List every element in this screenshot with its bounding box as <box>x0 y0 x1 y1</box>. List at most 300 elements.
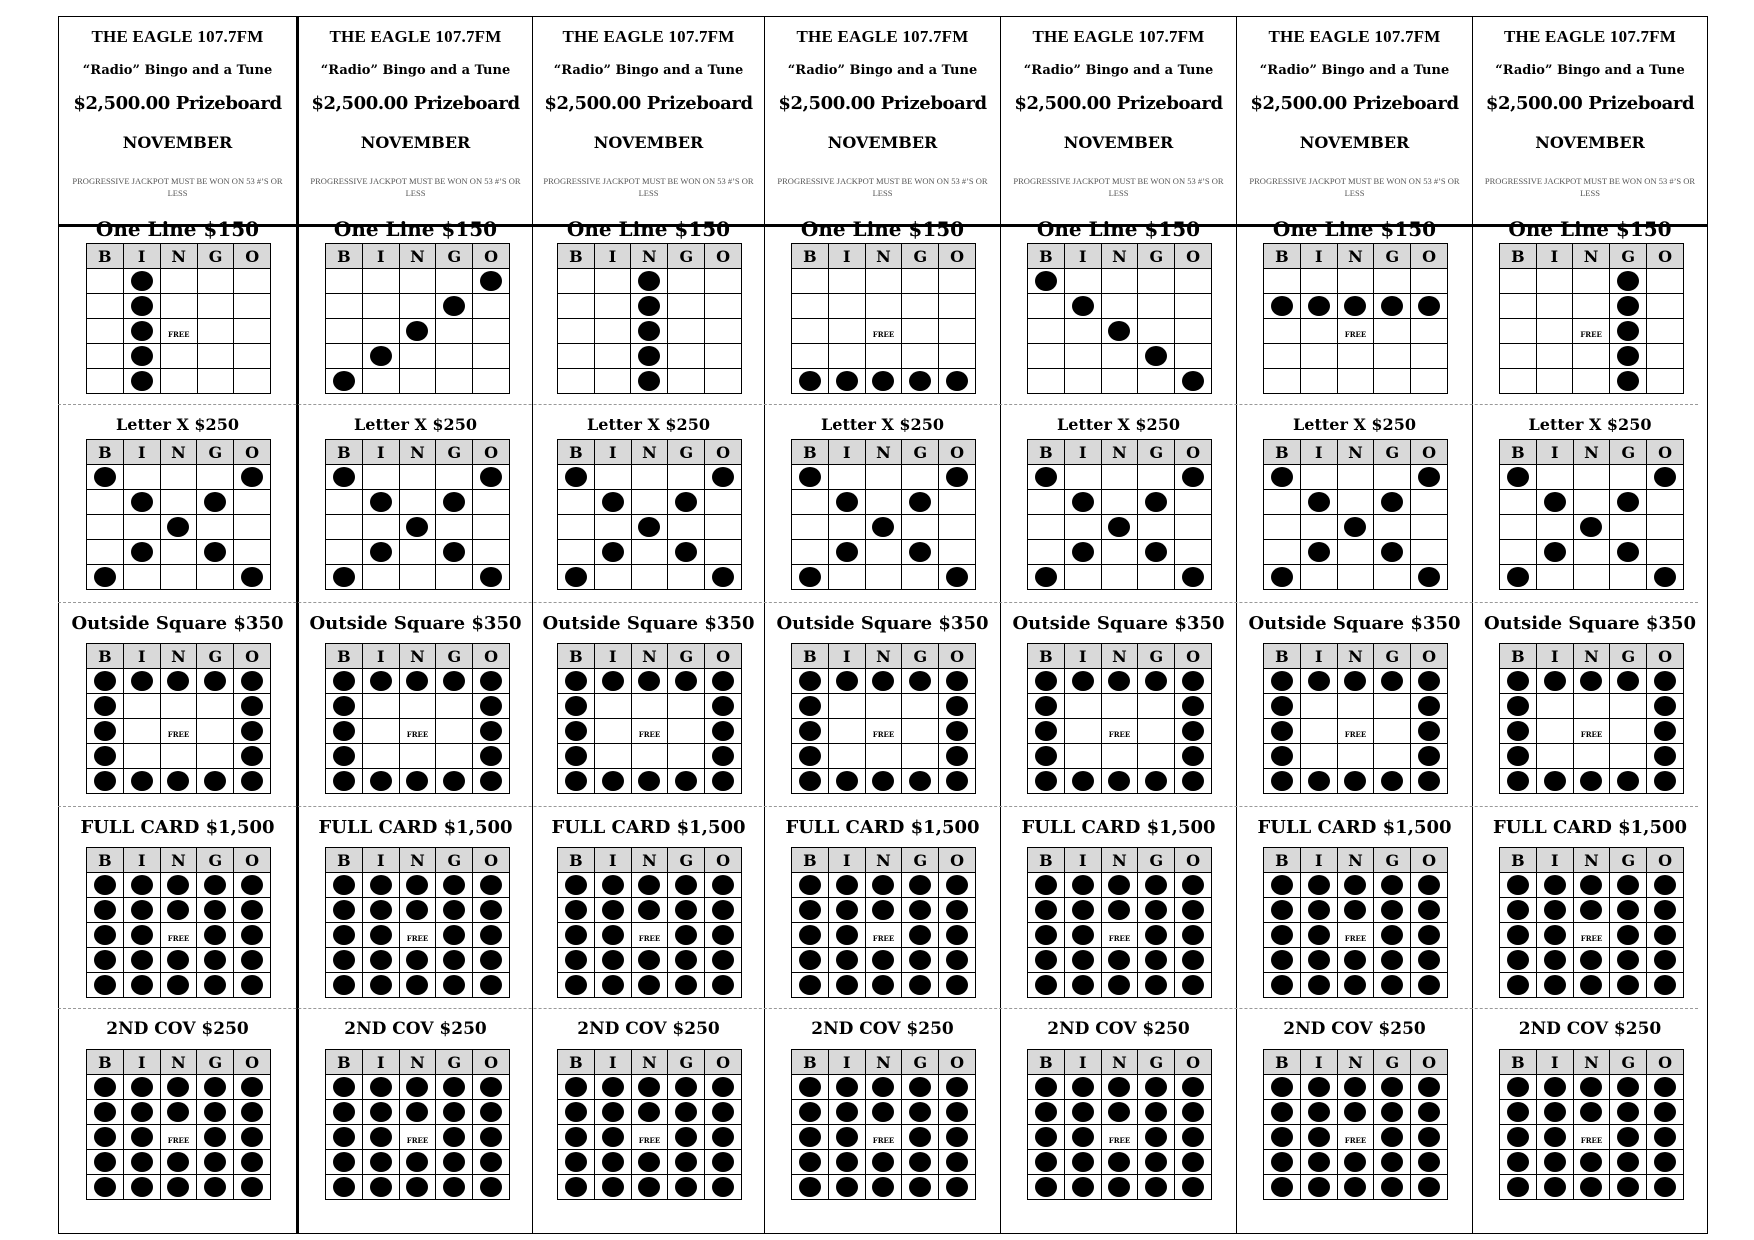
grid-cell <box>902 319 939 344</box>
grid-cell <box>1647 344 1684 369</box>
grid-cell <box>234 694 271 719</box>
daub-mark <box>370 900 392 920</box>
column-letter: O <box>1175 244 1212 269</box>
column-letter: G <box>668 440 705 465</box>
daub-mark <box>712 1127 734 1147</box>
grid-cell <box>1610 1125 1647 1150</box>
daub-mark <box>1308 1102 1330 1122</box>
daub-mark <box>131 542 153 562</box>
grid-cell <box>197 923 234 948</box>
grid-cell <box>792 719 829 744</box>
grid-cell <box>1138 948 1175 973</box>
grid-cell <box>1264 490 1301 515</box>
column-letter: N <box>399 440 436 465</box>
grid-cell <box>123 490 160 515</box>
grid-cell <box>473 269 510 294</box>
grid-cell <box>1300 294 1337 319</box>
grid-cell <box>939 923 976 948</box>
daub-mark <box>836 671 858 691</box>
column-letter: N <box>160 440 197 465</box>
grid-cell <box>1647 515 1684 540</box>
daub-mark <box>909 875 931 895</box>
grid-cell <box>326 1150 363 1175</box>
grid-cell <box>326 540 363 565</box>
grid-cell <box>1264 669 1301 694</box>
grid-cell <box>234 319 271 344</box>
grid-cell <box>1647 898 1684 923</box>
grid-cell <box>1337 923 1374 948</box>
daub-mark <box>638 900 660 920</box>
column-letter: O <box>939 1050 976 1075</box>
grid-cell <box>160 294 197 319</box>
daub-mark <box>712 746 734 766</box>
daub-mark <box>1308 900 1330 920</box>
daub-mark <box>333 1127 355 1147</box>
daub-mark <box>241 950 263 970</box>
grid-cell <box>1175 873 1212 898</box>
daub-mark <box>480 900 502 920</box>
daub-mark <box>1072 1127 1094 1147</box>
grid-cell <box>668 719 705 744</box>
grid-cell <box>594 369 630 394</box>
grid-cell <box>473 669 510 694</box>
daub-mark <box>799 925 821 945</box>
grid-cell <box>1610 490 1647 515</box>
column-letter: O <box>939 244 976 269</box>
grid-cell <box>234 1100 271 1125</box>
grid-cell <box>399 719 436 744</box>
column-letter: I <box>1536 440 1573 465</box>
grid-cell <box>939 1175 976 1200</box>
column-letter: N <box>160 244 197 269</box>
grid-cell <box>631 465 668 490</box>
grid-cell <box>1500 1175 1537 1200</box>
daub-mark <box>1072 771 1094 791</box>
daub-mark <box>94 1177 116 1197</box>
grid-cell <box>362 898 399 923</box>
daub-mark <box>1617 900 1639 920</box>
free-space: FREE <box>872 329 895 339</box>
grid-cell <box>436 344 473 369</box>
grid-cell <box>902 465 939 490</box>
grid-cell <box>828 344 865 369</box>
grid-cell <box>1175 294 1212 319</box>
grid-cell <box>1374 369 1411 394</box>
daub-mark <box>480 696 502 716</box>
grid-cell <box>865 898 902 923</box>
daub-mark <box>1507 1127 1529 1147</box>
column-letter: O <box>473 244 510 269</box>
grid-cell <box>197 1175 234 1200</box>
grid-cell <box>865 744 902 769</box>
grid-cell <box>1536 294 1572 319</box>
grid-cell <box>160 319 197 344</box>
daub-mark <box>1381 900 1403 920</box>
grid-cell <box>792 669 829 694</box>
column-letter: O <box>473 440 510 465</box>
daub-mark <box>1654 1152 1676 1172</box>
grid-cell <box>1500 1075 1537 1100</box>
daub-mark <box>1580 875 1602 895</box>
daub-mark <box>565 1127 587 1147</box>
daub-mark <box>712 975 734 995</box>
daub-mark <box>1271 900 1293 920</box>
grid-cell <box>1064 294 1101 319</box>
column-letter: I <box>1300 1050 1337 1075</box>
daub-mark <box>946 925 968 945</box>
grid-cell <box>668 898 705 923</box>
daub-mark <box>909 1177 931 1197</box>
daub-mark <box>1654 721 1676 741</box>
grid-cell <box>123 873 160 898</box>
column-letter: B <box>326 848 363 873</box>
grid-cell <box>1573 769 1610 794</box>
grid-cell <box>399 369 436 394</box>
grid-cell <box>436 515 473 540</box>
grid-cell <box>123 973 160 998</box>
grid-cell <box>362 369 399 394</box>
grid-cell <box>594 294 630 319</box>
column-letter: B <box>87 644 124 669</box>
daub-mark <box>1072 900 1094 920</box>
daub-mark <box>241 746 263 766</box>
daub-mark <box>94 1077 116 1097</box>
daub-mark <box>131 771 153 791</box>
free-space: FREE <box>167 1135 190 1145</box>
daub-mark <box>1182 975 1204 995</box>
column-letter: G <box>1610 244 1647 269</box>
column-letter: O <box>1647 244 1684 269</box>
daub-mark <box>167 1177 189 1197</box>
station-name: THE EAGLE 107.7FM <box>1032 27 1205 46</box>
daub-mark <box>1271 1152 1293 1172</box>
grid-cell <box>1573 669 1610 694</box>
column-letter: I <box>362 644 399 669</box>
daub-mark <box>1344 900 1366 920</box>
grid-cell <box>1610 719 1647 744</box>
free-space: FREE <box>1344 329 1367 339</box>
grid-cell <box>1300 319 1337 344</box>
daub-mark <box>909 371 931 391</box>
daub-mark <box>1580 1102 1602 1122</box>
grid-cell <box>1264 1125 1301 1150</box>
daub-mark <box>370 492 392 512</box>
grid-cell <box>1064 565 1101 590</box>
daub-mark <box>1544 1077 1566 1097</box>
grid-cell <box>87 898 124 923</box>
month-label: NOVEMBER <box>122 133 233 152</box>
grid-cell <box>1337 669 1374 694</box>
column-letter: O <box>473 1050 510 1075</box>
grid-cell <box>1138 319 1175 344</box>
grid-cell <box>1411 973 1448 998</box>
grid-cell <box>1101 694 1138 719</box>
column-letter: B <box>1500 440 1537 465</box>
daub-mark <box>909 671 931 691</box>
column-letter: I <box>1300 848 1337 873</box>
game-title: One Line $150 <box>1272 217 1437 241</box>
grid-cell <box>1264 694 1301 719</box>
grid-cell <box>1374 269 1411 294</box>
grid-cell <box>1028 873 1065 898</box>
grid-cell <box>87 948 124 973</box>
grid-cell <box>705 540 742 565</box>
grid-cell <box>1411 294 1448 319</box>
daub-mark <box>94 875 116 895</box>
grid-cell <box>792 294 829 319</box>
column-letter: G <box>1138 244 1175 269</box>
daub-mark <box>94 1152 116 1172</box>
grid-cell <box>362 948 399 973</box>
column-letter: N <box>1573 244 1610 269</box>
grid-cell <box>1175 490 1212 515</box>
grid-cell <box>473 515 510 540</box>
bingo-grid <box>791 1049 976 1200</box>
grid-cell <box>1300 465 1337 490</box>
daub-mark <box>1108 1177 1130 1197</box>
game-title: Letter X $250 <box>354 415 477 434</box>
daub-mark <box>480 467 502 487</box>
grid-cell <box>865 465 902 490</box>
grid-cell <box>1300 1100 1337 1125</box>
game-title: 2ND COV $250 <box>577 1019 720 1039</box>
daub-mark <box>909 900 931 920</box>
daub-mark <box>675 1152 697 1172</box>
grid-cell <box>939 873 976 898</box>
daub-mark <box>333 875 355 895</box>
grid-cell <box>1610 515 1647 540</box>
grid-cell <box>1101 1150 1138 1175</box>
grid-cell <box>1028 490 1065 515</box>
grid-cell <box>1138 694 1175 719</box>
daub-mark <box>204 1102 226 1122</box>
daub-mark <box>712 721 734 741</box>
daub-mark <box>1381 925 1403 945</box>
daub-mark <box>241 1152 263 1172</box>
daub-mark <box>565 950 587 970</box>
daub-mark <box>675 1077 697 1097</box>
daub-mark <box>836 542 858 562</box>
grid-cell <box>1500 1100 1537 1125</box>
grid-cell <box>631 344 668 369</box>
grid-cell <box>473 294 510 319</box>
grid-cell <box>1064 540 1101 565</box>
grid-cell <box>1500 1125 1537 1150</box>
bingo-grid <box>1263 643 1448 794</box>
column-letter: O <box>705 244 742 269</box>
daub-mark <box>602 1077 624 1097</box>
daub-mark <box>836 1177 858 1197</box>
daub-mark <box>1145 1102 1167 1122</box>
grid-cell <box>399 269 436 294</box>
grid-cell <box>1536 319 1572 344</box>
bingo-card <box>296 16 532 1234</box>
daub-mark <box>712 925 734 945</box>
column-letter: N <box>1101 644 1138 669</box>
grid-cell <box>1028 319 1065 344</box>
daub-mark <box>241 567 263 587</box>
daub-mark <box>370 1102 392 1122</box>
daub-mark <box>1308 1152 1330 1172</box>
column-letter: O <box>1411 848 1448 873</box>
column-letter: N <box>631 1050 668 1075</box>
daub-mark <box>333 1077 355 1097</box>
grid-cell <box>705 769 742 794</box>
grid-cell <box>234 269 271 294</box>
grid-cell <box>1374 719 1411 744</box>
grid-cell <box>631 873 668 898</box>
grid-cell <box>160 1150 197 1175</box>
column-letter: O <box>234 644 271 669</box>
grid-cell <box>865 1100 902 1125</box>
daub-mark <box>638 1177 660 1197</box>
grid-cell <box>399 344 436 369</box>
grid-cell <box>234 344 271 369</box>
daub-mark <box>1580 900 1602 920</box>
daub-mark <box>204 1152 226 1172</box>
grid-cell <box>234 1175 271 1200</box>
daub-mark <box>1654 925 1676 945</box>
daub-mark <box>836 771 858 791</box>
grid-cell <box>1138 344 1175 369</box>
grid-cell <box>123 719 160 744</box>
game-title: FULL CARD $1,500 <box>318 817 513 838</box>
column-letter: N <box>160 644 197 669</box>
daub-mark <box>1035 925 1057 945</box>
column-letter: B <box>87 848 124 873</box>
grid-cell <box>1101 565 1138 590</box>
grid-cell <box>939 1150 976 1175</box>
column-letter: N <box>1101 440 1138 465</box>
daub-mark <box>1271 771 1293 791</box>
game-title: One Line $150 <box>333 217 498 241</box>
daub-mark <box>946 1152 968 1172</box>
daub-mark <box>480 975 502 995</box>
column-letter: G <box>1138 848 1175 873</box>
daub-mark <box>1308 1177 1330 1197</box>
grid-cell <box>326 669 363 694</box>
grid-cell <box>197 515 234 540</box>
daub-mark <box>1544 875 1566 895</box>
free-space: FREE <box>1108 1135 1131 1145</box>
daub-mark <box>1344 296 1366 316</box>
grid-cell <box>1500 769 1537 794</box>
grid-cell <box>160 923 197 948</box>
bingo-grid <box>325 643 510 794</box>
grid-cell <box>362 465 399 490</box>
grid-cell <box>1374 669 1411 694</box>
grid-cell <box>160 269 197 294</box>
free-space: FREE <box>1580 1135 1603 1145</box>
grid-cell <box>197 369 234 394</box>
daub-mark <box>872 875 894 895</box>
game-title: Outside Square $350 <box>1484 613 1696 634</box>
game-title: FULL CARD $1,500 <box>1492 817 1688 838</box>
daub-mark <box>799 696 821 716</box>
grid-cell <box>1647 490 1684 515</box>
grid-cell <box>473 1175 510 1200</box>
daub-mark <box>909 1102 931 1122</box>
daub-mark <box>1072 1077 1094 1097</box>
grid-cell <box>902 269 939 294</box>
daub-mark <box>1617 271 1639 291</box>
daub-mark <box>565 467 587 487</box>
grid-cell <box>473 344 510 369</box>
column-letter: I <box>1064 848 1101 873</box>
grid-cell <box>792 1075 829 1100</box>
subtitle: “Radio” Bingo and a Tune <box>1259 63 1450 78</box>
daub-mark <box>480 567 502 587</box>
grid-cell <box>939 694 976 719</box>
grid-cell <box>939 565 976 590</box>
daub-mark <box>638 975 660 995</box>
grid-cell <box>1064 973 1101 998</box>
grid-cell <box>197 769 234 794</box>
card-header <box>1001 17 1236 227</box>
daub-mark <box>799 721 821 741</box>
daub-mark <box>1182 1177 1204 1197</box>
jackpot-notice: PROGRESSIVE JACKPOT MUST BE WON ON 53 #’S OR LESS <box>1249 176 1460 198</box>
daub-mark <box>1507 771 1529 791</box>
grid-cell <box>828 898 865 923</box>
grid-cell <box>160 490 197 515</box>
grid-cell <box>1536 898 1573 923</box>
grid-cell <box>1500 294 1537 319</box>
daub-mark <box>872 1177 894 1197</box>
column-letter: O <box>705 1050 742 1075</box>
daub-mark <box>872 371 894 391</box>
bingo-grid <box>325 847 510 998</box>
section-divider <box>58 404 1698 405</box>
grid-cell <box>1064 269 1101 294</box>
daub-mark <box>1617 321 1639 341</box>
daub-mark <box>1308 542 1330 562</box>
column-letter: N <box>865 644 902 669</box>
free-space: FREE <box>167 729 190 739</box>
daub-mark <box>241 975 263 995</box>
daub-mark <box>241 467 263 487</box>
game-title: Outside Square $350 <box>71 613 284 634</box>
grid-cell <box>939 948 976 973</box>
column-letter: I <box>1064 244 1101 269</box>
grid-cell <box>123 669 160 694</box>
free-space: FREE <box>872 1135 895 1145</box>
grid-cell <box>594 873 631 898</box>
grid-cell <box>594 948 631 973</box>
grid-cell <box>1028 465 1065 490</box>
daub-mark <box>204 671 226 691</box>
grid-cell <box>865 1150 902 1175</box>
column-letter: B <box>1500 644 1537 669</box>
daub-mark <box>909 1077 931 1097</box>
daub-mark <box>602 1177 624 1197</box>
column-letter: B <box>792 848 829 873</box>
grid-cell <box>160 1125 197 1150</box>
daub-mark <box>1271 671 1293 691</box>
column-letter: I <box>362 848 399 873</box>
grid-cell <box>399 490 436 515</box>
grid-cell <box>1300 669 1337 694</box>
bingo-grid <box>791 643 976 794</box>
grid-cell <box>902 898 939 923</box>
grid-cell <box>197 1100 234 1125</box>
column-letter: O <box>939 644 976 669</box>
daub-mark <box>1035 1077 1057 1097</box>
daub-mark <box>204 1077 226 1097</box>
grid-cell <box>436 465 473 490</box>
column-letter: G <box>1138 644 1175 669</box>
grid-cell <box>705 1175 742 1200</box>
